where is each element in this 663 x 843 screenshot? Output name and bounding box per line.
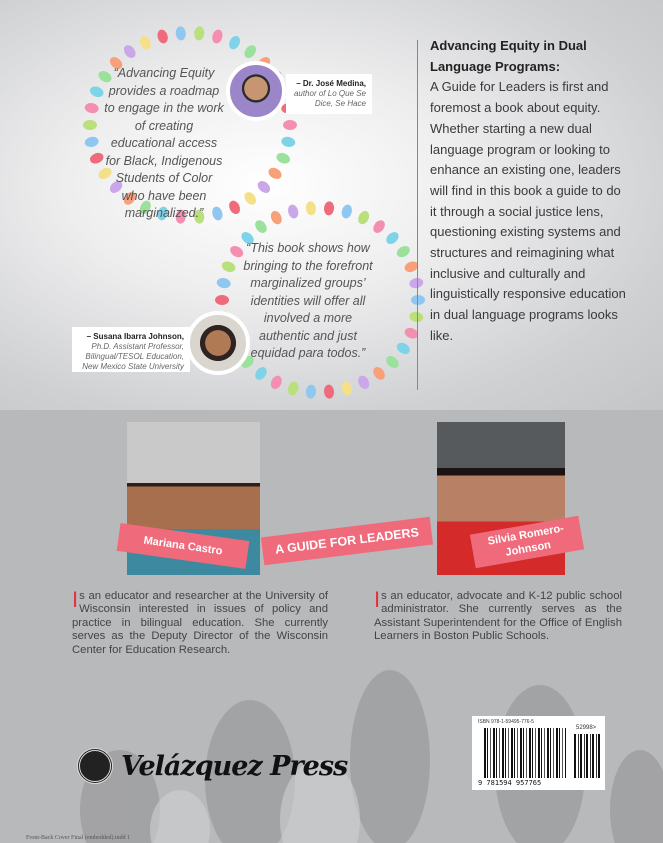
hand-icon <box>215 295 229 305</box>
hand-icon <box>305 201 316 216</box>
drop-cap: I <box>72 587 79 612</box>
attr-title: Bilingual/TESOL Education, <box>85 352 184 361</box>
quote-johnson: “This book shows how bringing to the forefront marginalized groups’ identities will offer all involved a more authentic and just equidad para todos.” <box>243 241 373 360</box>
name-banner-right: Silvia Romero-Johnson <box>470 516 584 569</box>
hand-icon <box>280 136 296 148</box>
name-banner-left: Mariana Castro <box>117 523 250 569</box>
hand-icon <box>283 120 297 130</box>
hand-icon <box>194 26 205 41</box>
publisher-logo <box>77 748 347 784</box>
publisher-name: Velázquez Press <box>121 750 348 782</box>
attr-title: New Mexico State University <box>82 362 184 371</box>
price-code: 52998> <box>576 725 597 731</box>
hand-icon <box>286 380 299 396</box>
hand-icon <box>266 165 283 181</box>
divider <box>417 40 418 390</box>
hand-icon <box>242 190 258 207</box>
hand-icon <box>253 365 269 382</box>
hand-icon <box>216 277 232 289</box>
hand-icon <box>84 102 100 114</box>
hand-icon <box>356 209 371 226</box>
attr-name: – Dr. José Medina, <box>296 79 366 88</box>
avatar-medina <box>226 61 286 121</box>
isbn-text: ISBN 978-1-59495-776-5 <box>478 719 534 725</box>
hand-icon <box>371 365 387 382</box>
hand-icon <box>384 354 401 371</box>
bio-text: s an educator, advocate and K-12 public school administrator. She currently serves as the Assistant Superintendent for the Office of English Learners in Boston Public Schools. <box>374 590 622 643</box>
blurb-heading: Advancing Equity in Dual Language Programs: <box>430 38 587 74</box>
attr-title: Ph.D. Assistant Professor, <box>91 342 184 351</box>
isbn-barcode <box>472 716 605 790</box>
hand-icon <box>269 209 284 226</box>
hand-icon <box>84 136 100 148</box>
hand-icon <box>253 218 269 235</box>
hand-icon <box>227 34 242 51</box>
hand-icon <box>138 34 153 51</box>
hand-icon <box>211 28 224 44</box>
hand-icon <box>323 384 334 399</box>
hand-icon <box>88 151 105 165</box>
hand-icon <box>323 201 334 216</box>
attribution-medina <box>286 74 372 114</box>
bio-mariana-castro <box>72 587 328 657</box>
hand-icon <box>340 380 353 396</box>
hand-icon <box>88 85 105 99</box>
hand-icon <box>242 43 258 60</box>
hand-icon <box>371 218 387 235</box>
hand-icon <box>305 384 316 399</box>
back-cover-blurb <box>430 36 630 347</box>
hand-icon <box>122 43 138 60</box>
hand-icon <box>227 199 242 216</box>
addon-bars <box>574 734 602 778</box>
hand-icon <box>269 374 284 391</box>
bio-text: s an educator and researcher at the University of Wisconsin interested in issues of policy and practice in bilingual education. She currently serves as the Deputy Director of the Wisconsin Center for Education Research. <box>72 590 328 656</box>
publisher-seal-icon <box>77 748 113 784</box>
attribution-johnson <box>72 327 190 372</box>
hand-icon <box>356 374 371 391</box>
hand-icon <box>286 203 299 219</box>
hand-icon <box>395 244 412 260</box>
hand-icon <box>175 26 186 41</box>
blurb-body: A Guide for Leaders is first and foremost a book about equity. Whether starting a new dual language program or looking to enhance an existing one, leaders will find in this book a guide to do it through a social justice lens, questioning existing systems and structures and reimagining what inclusive and culturally and linguistically responsive education in dual language programs looks like. <box>430 79 626 343</box>
hand-icon <box>83 120 97 130</box>
hand-icon <box>156 28 169 44</box>
hand-icon <box>220 260 237 274</box>
print-slug: Front-Back Cover Final (embedded).indd 1 <box>26 835 131 841</box>
hand-icon <box>411 295 425 305</box>
bio-silvia-romero-johnson <box>374 587 622 644</box>
hand-icon <box>395 340 412 356</box>
avatar-johnson <box>186 311 250 375</box>
attr-name: – Susana Ibarra Johnson, <box>86 332 184 341</box>
hand-icon <box>340 203 353 219</box>
title-banner: A GUIDE FOR LEADERS <box>261 517 433 566</box>
hand-icon <box>255 179 272 196</box>
barcode-number: 9 781594 957765 <box>478 779 542 787</box>
attr-title: author of Lo Que Se Dice, Se Hace <box>293 89 366 108</box>
barcode-bars <box>484 728 566 778</box>
drop-cap: I <box>374 587 381 612</box>
hand-icon <box>384 230 401 247</box>
quote-medina: “Advancing Equity provides a roadmap to engage in the work of creating educational access for Black, Indigenous Students of Color who have been marginalized.” <box>104 66 224 220</box>
hand-icon <box>275 151 292 165</box>
